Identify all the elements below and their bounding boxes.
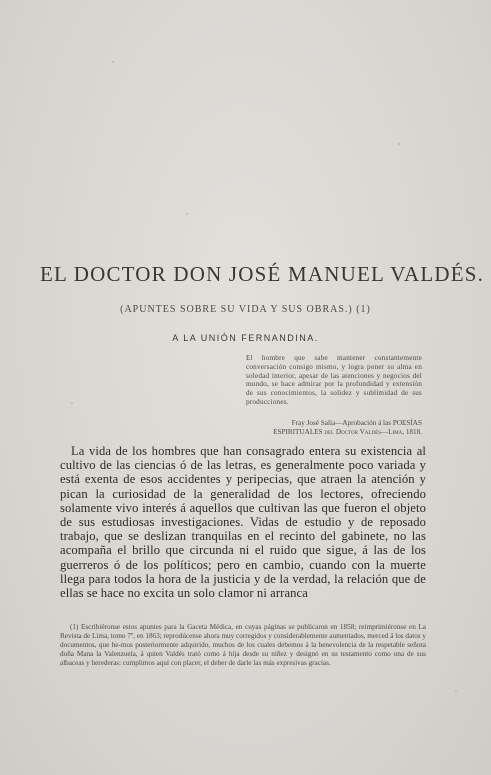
epigraph-attribution-line2: ESPIRITUALES del Doctor Valdés—Lima, 1818. — [273, 427, 422, 436]
body-paragraph-text: La vida de los hombres que han consagrado entera su existencia al cultivo de las ciencias ó de las letras, es generalmente poco variada y está exenta de esos accidentes y peripecias, que atraen la atención y pican la curiosidad de la generalidad de los lectores, ofreciendo solamente vivo interés á aquellos que cultivan las que fueron el objeto de sus estudiosas investigaciones. Vidas de estudio y de reposado trabajo, que se deslizan tranquilas en el recinto del gabinete, no las acompaña el brillo que circunda ni el ruido que sigue, á las de los guerreros ó de los políticos; pero en cambio, cuando con la muerte llega para todos la hora de la justicia y de la verdad, la relación que de ellas se hace no excita un solo clamor ni arranca — [60, 444, 426, 601]
paper-speck — [186, 213, 188, 215]
epigraph-attribution-line1: Fray José Salia—Aprobación á las POESÍAS — [291, 419, 422, 427]
paper-speck — [112, 61, 114, 63]
dedication: A LA UNIÓN FERNANDINA. — [172, 333, 319, 343]
epigraph-text: El hombre que sabe mantener constantemente conversación consigo mismo, y logra poner su alma en soledad interior, apesar de las atenciones y negocios del mundo, se hace admirar por la profundidad y extensión de sus conocimientos, la solidez y sublimidad de sus producciones. — [246, 354, 422, 406]
paper-speck — [455, 690, 457, 692]
epigraph-attribution — [246, 419, 422, 437]
document-subtitle: (APUNTES SOBRE SU VIDA Y SUS OBRAS.) (1) — [120, 304, 371, 315]
paper-speck — [398, 143, 400, 145]
paper-speck — [71, 402, 73, 404]
body-paragraph — [60, 444, 426, 600]
document-title: EL DOCTOR DON JOSÉ MANUEL VALDÉS. — [40, 262, 485, 286]
footnote: (1) Escribiéronse estos apuntes para la Gaceta Médica, en cuyas páginas se publicaron en 1858; reimprimiéronse en La Revista de Lima, tomo 7º, en 1863; reprodúcense ahora muy corregidos y considerablemente aumentados, merced á los datos y documentos, que he-mos posteriormente adquirido, muchos de los cuales debemos á la benevolencia de la respetable señora doña Mana la Valenzuela, á quien Valdés trató como á hija desde su niñez y designó en su testamento como una de sus albaceas y herederas: cumplimos aquí con placer, el deber de darle las más expresivas gracias. — [60, 623, 426, 667]
